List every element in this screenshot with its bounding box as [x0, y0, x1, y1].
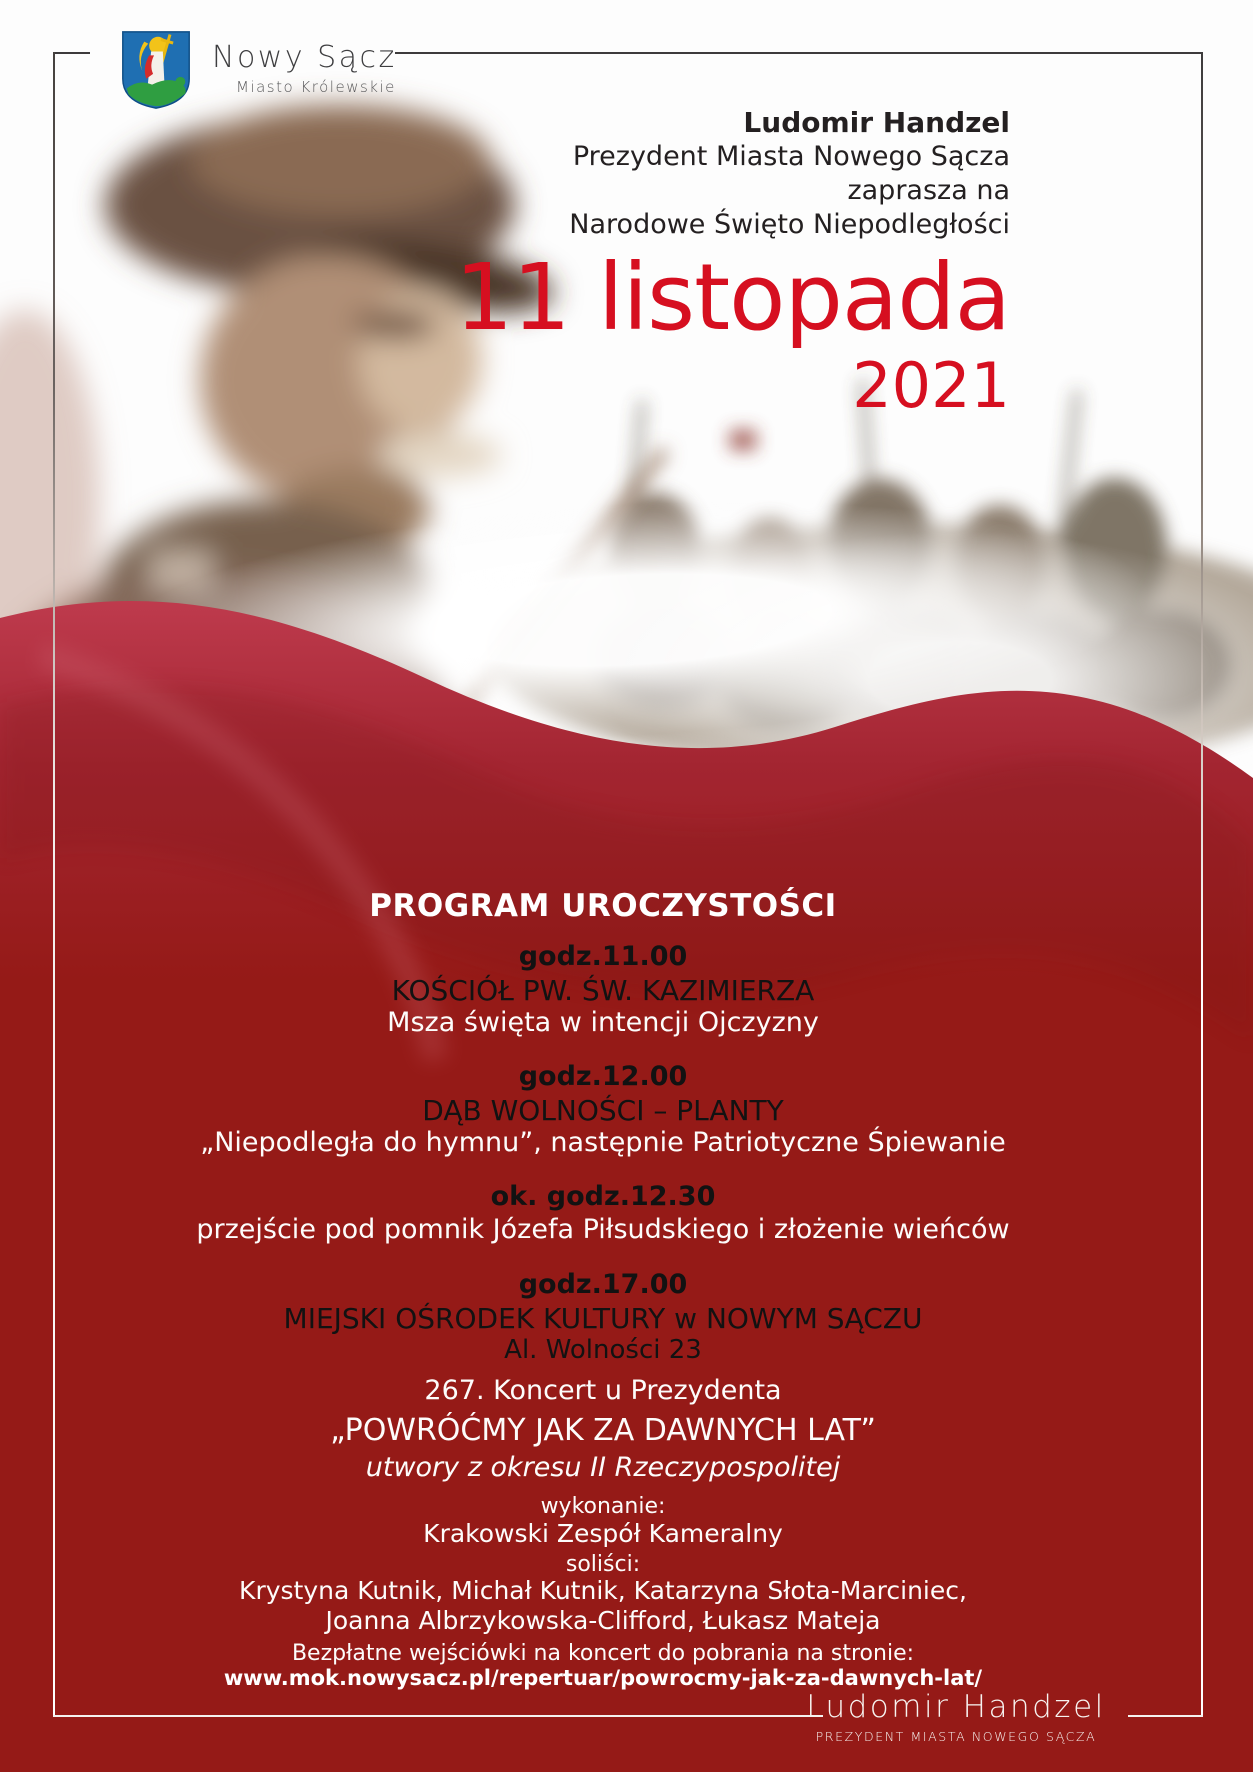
president-name: Ludomir Handzel	[743, 106, 1010, 139]
event-time: godz.11.00	[518, 941, 688, 972]
soloists-line: Joanna Albrzykowska-Clifford, Łukasz Mateja	[325, 1606, 881, 1635]
performers-label: wykonanie:	[540, 1494, 666, 1519]
event-venue: DĄB WOLNOŚCI – PLANTY	[422, 1094, 784, 1127]
concert-subtitle: utwory z okresu II Rzeczypospolitej	[365, 1452, 841, 1483]
tickets-url: www.mok.nowysacz.pl/repertuar/powrocmy-jak-za-dawnych-lat/	[223, 1666, 983, 1690]
logo-title: Nowy Sącz	[212, 40, 397, 75]
program-heading: PROGRAM UROCZYSTOŚCI	[369, 888, 837, 924]
event-name: Narodowe Święto Niepodległości	[569, 209, 1010, 240]
signature-name: Ludomir Handzel	[806, 1689, 1106, 1725]
event-description: przejście pod pomnik Józefa Piłsudskiego i złożenie wieńców	[196, 1214, 1010, 1245]
soloists-label: soliści:	[565, 1552, 641, 1577]
logo-subtitle: Miasto Królewskie	[236, 78, 396, 96]
event-description: „Niepodległa do hymnu”, następnie Patriotyczne Śpiewanie	[200, 1127, 1006, 1158]
event-time: godz.17.00	[518, 1269, 688, 1300]
event-address: Al. Wolności 23	[504, 1335, 702, 1365]
title-date: 11 listopada	[454, 244, 1010, 351]
event-description: Msza święta w intencji Ojczyzny	[387, 1007, 819, 1038]
signature-block	[806, 1690, 1106, 1744]
signature-role: PREZYDENT MIASTA NOWEGO SĄCZA	[815, 1729, 1097, 1744]
invite-text: zaprasza na	[847, 175, 1010, 206]
event-venue: KOŚCIÓŁ PW. ŚW. KAZIMIERZA	[391, 974, 815, 1007]
soloists-line: Krystyna Kutnik, Michał Kutnik, Katarzyna Słota-Marciniec,	[239, 1576, 967, 1605]
tickets-info: Bezpłatne wejściówki na koncert do pobrania na stronie:	[291, 1641, 915, 1666]
event-time: godz.12.00	[518, 1061, 688, 1092]
president-role: Prezydent Miasta Nowego Sącza	[572, 141, 1010, 172]
concert-number: 267. Koncert u Prezydenta	[424, 1375, 782, 1406]
event-venue: MIEJSKI OŚRODEK KULTURY w NOWYM SĄCZU	[283, 1302, 923, 1335]
event-time: ok. godz.12.30	[490, 1181, 716, 1212]
concert-title: „POWRÓĆMY JAK ZA DAWNYCH LAT”	[330, 1413, 876, 1448]
performers: Krakowski Zespół Kameralny	[423, 1519, 783, 1548]
title-year: 2021	[852, 349, 1010, 422]
